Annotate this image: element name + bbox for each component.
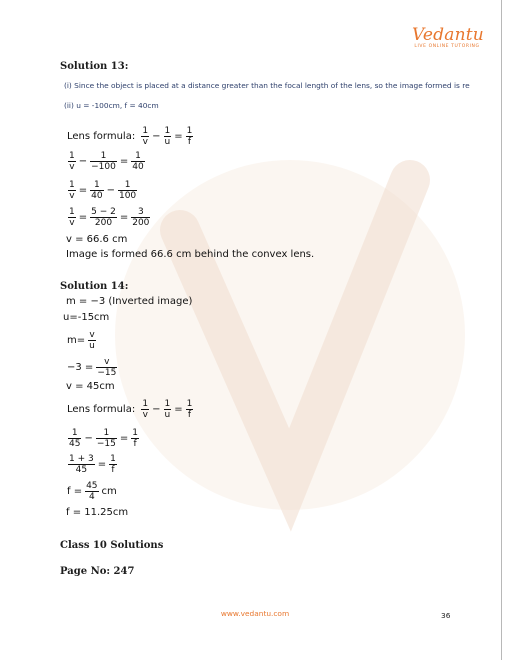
page-edge [501,0,502,660]
sol14-step-3: $\frac{1 + 3}{45}$ = $\frac{1}{f}$ [69,454,116,475]
class-heading: Class 10 Solutions [60,540,164,551]
vedantu-logo [412,26,482,54]
logo-tagline: LIVE ONLINE TUTORING [414,44,480,49]
sol13-step-1: $\frac{1}{v}$ − $\frac{1}{-100}$ = $\frac{1}{40}$ [69,151,144,172]
page-number-heading: Page No: 247 [60,566,135,577]
sol14-lens-formula: Lens formula: $\frac{1}{v}$ − $\frac{1}{u}$ = $\frac{1}{f}$ [67,399,193,420]
solution-14-heading: Solution 14: [60,281,129,292]
solution-13-part-i: (i) Since the object is placed at a distance greater than the focal length of the lens, so the image formed is re [64,81,470,90]
sol14-object-distance: u=-15cm [63,312,110,323]
sol14-m-formula: m= $\frac{v}{u}$ [67,330,95,351]
sol14-magnification: m = −3 (Inverted image) [66,296,193,307]
logo-wordmark: Vedantu [412,25,484,45]
solution-13-part-ii: (ii) u = -100cm, f = 40cm [64,101,159,110]
sol13-step-3: $\frac{1}{v}$ = $\frac{5 - 2}{200}$ = $\frac{3}{200}$ [69,207,150,228]
sol14-image-distance: v = 45cm [66,381,115,392]
sol14-focal-length: f = 11.25cm [66,507,129,518]
sol14-step-4: f = $\frac{45}{4}$ cm [67,481,117,502]
sol14-step-1: −3 = $\frac{v}{-15}$ [67,357,117,378]
sol13-conclusion: Image is formed 66.6 cm behind the convex lens. [66,249,315,260]
sol13-lens-formula: Lens formula: $\frac{1}{v}$ − $\frac{1}{u}$ = $\frac{1}{f}$ [67,126,193,147]
sol13-result: v = 66.6 cm [66,234,128,245]
page-number: 36 [441,611,451,620]
sol14-step-2: $\frac{1}{45}$ − $\frac{1}{-15}$ = $\frac{1}{f}$ [69,428,138,449]
lens-formula-label: Lens formula: [67,403,136,415]
footer-url[interactable]: www.vedantu.com [220,609,290,618]
solution-13-heading: Solution 13: [60,61,129,72]
sol13-step-2: $\frac{1}{v}$ = $\frac{1}{40}$ − $\frac{1}{100}$ [69,180,137,201]
lens-formula-label: Lens formula: [67,130,136,142]
watermark-logo [110,120,470,550]
